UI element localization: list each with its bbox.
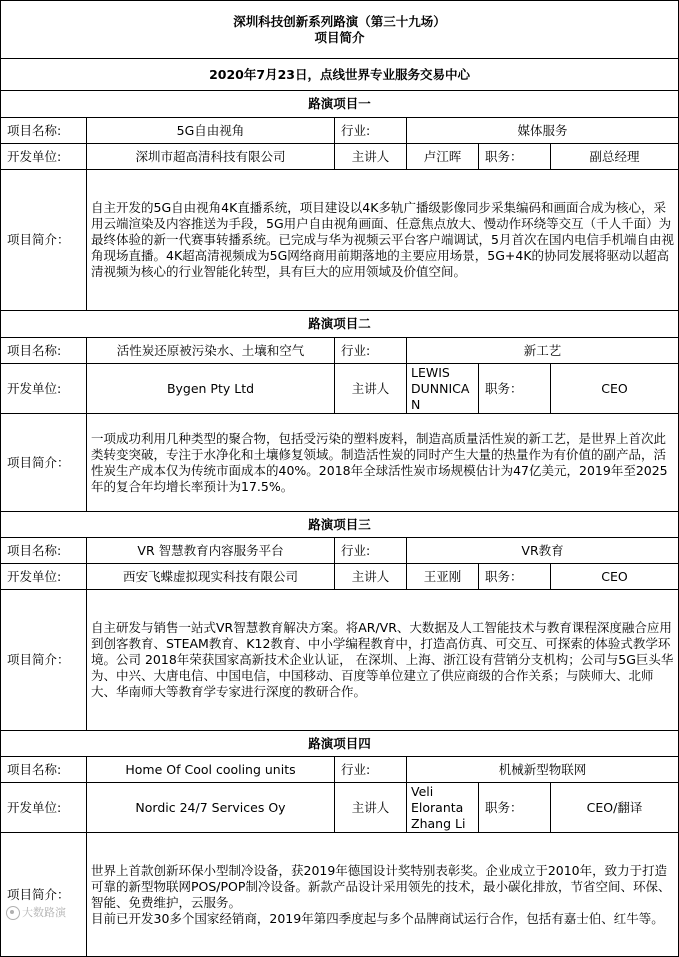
project-name-label: 项目名称: [1,538,87,564]
developer-label: 开发单位: [1,783,87,833]
section-title-1: 路演项目一 [1,91,679,118]
speaker-label: 主讲人 [335,144,407,170]
section-title-3: 路演项目三 [1,512,679,538]
speaker-label: 主讲人 [335,564,407,590]
industry-value: 机械新型物联网 [407,757,679,783]
project-name-value: 活性炭还原被污染水、土壤和空气 [87,338,335,364]
developer-label: 开发单位: [1,564,87,590]
watermark [6,904,66,920]
watermark-text: 大数路演 [22,906,66,919]
industry-label: 行业: [335,338,407,364]
speaker-value: 卢江晖 [407,144,479,170]
developer-label: 开发单位: [1,144,87,170]
intro-text [87,833,679,957]
project-name-value: VR 智慧教育内容服务平台 [87,538,335,564]
developer-value: 深圳市超高清科技有限公司 [87,144,335,170]
developer-value: 西安飞蝶虚拟现实科技有限公司 [87,564,335,590]
industry-label: 行业: [335,118,407,144]
section-title-2: 路演项目二 [1,311,679,338]
speaker-value: 王亚刚 [407,564,479,590]
position-label: 职务： [479,783,551,833]
industry-label: 行业: [335,538,407,564]
project-name-label: 项目名称: [1,338,87,364]
speaker-value: LEWIS DUNNICAN [407,364,479,414]
developer-label: 开发单位: [1,364,87,414]
position-label: 职务： [479,364,551,414]
project-name-value: 5G自由视角 [87,118,335,144]
date-location: 2020年7月23日，点线世界专业服务交易中心 [1,59,679,91]
position-label: 职务： [479,144,551,170]
page-title [1,1,679,59]
industry-value: VR教育 [407,538,679,564]
intro-label: 项目简介： [1,170,87,311]
position-value: CEO [551,564,679,590]
speaker-value: Veli Eloranta Zhang Li [407,783,479,833]
intro-text: 自主研发与销售一站式VR智慧教育解决方案。将AR/VR、大数据及人工智能技术与教育课程深度融合应用到创客教育、STEAM教育、K12教育、中小学编程教育中，打造高仿真、可交互、可探索的体验式教学环境。公司 2018年荣获国家高新技术企业认证， 在深圳、上海、浙江设有营销分支机构；公司与5G巨头华为、中兴、大唐电信、中国电信，中国移动、百度等单位建立了供应商级的合作关系；与陕师大、北师大、华南师大等教育学专家进行深度的教研合作。 [87,590,679,731]
industry-label: 行业: [335,757,407,783]
industry-value: 新工艺 [407,338,679,364]
developer-value: Bygen Pty Ltd [87,364,335,414]
position-value: CEO [551,364,679,414]
intro-label: 项目简介： [1,833,87,957]
watermark-logo-icon [6,906,20,920]
title-line-2: 项目简介 [314,29,365,45]
section-title-4: 路演项目四 [1,731,679,757]
intro-text: 自主开发的5G自由视角4K直播系统，项目建设以4K多轨广播级影像同步采集编码和画面合成为核心，采用云端渲染及内容推送为手段，5G用户自由视角画面、任意焦点放大、慢动作环绕等交互（千人千面）为最终体验的新一代赛事转播系统。已完成与华为视频云平台客户端调试，5月首次在国内电信手机端自由视角现场直播。4K超高清视频成为5G网络商用前期落地的主要应用场景，5G+4K的协同发展将驱动以超高清视频为核心的行业智能化转型，具有巨大的应用领域及价值空间。 [87,170,679,311]
position-value: CEO/翻译 [551,783,679,833]
project-name-label: 项目名称: [1,118,87,144]
speaker-label: 主讲人 [335,364,407,414]
position-label: 职务： [479,564,551,590]
developer-value: Nordic 24/7 Services Oy [87,783,335,833]
industry-value: 媒体服务 [407,118,679,144]
title-line-1: 深圳科技创新系列路演（第三十九场） [233,13,446,29]
intro-text-content: 世界上首款创新环保小型制冷设备，获2019年德国设计奖特别表彰奖。企业成立于2010年，致力于打造可靠的新型物联网POS/POP制冷设备。新款产品设计采用领先的技术，最小碳化排放，节省空间、环保、智能、免费维护，云服务。 目前已开发30多个国家经销商，2019年第四季度起与多个品牌商试运行合作，包括有嘉士伯、红牛等。 [91,862,671,926]
intro-label: 项目简介： [1,414,87,512]
intro-text: 一项成功利用几种类型的聚合物，包括受污染的塑料废料，制造高质量活性炭的新工艺，是世界上首次此类转变突破，专注于水净化和土壤修复领域。制造活性炭的同时产生大量的热量作为有价值的副产品，活性炭生产成本仅为传统市面成本的40%。2018年全球活性炭市场规模估计为47亿美元，2019年至2025年的复合年均增长率预计为17.5%。 [87,414,679,512]
project-name-label: 项目名称: [1,757,87,783]
position-value: 副总经理 [551,144,679,170]
project-name-value: Home Of Cool cooling units [87,757,335,783]
intro-label: 项目简介： [1,590,87,731]
speaker-label: 主讲人 [335,783,407,833]
